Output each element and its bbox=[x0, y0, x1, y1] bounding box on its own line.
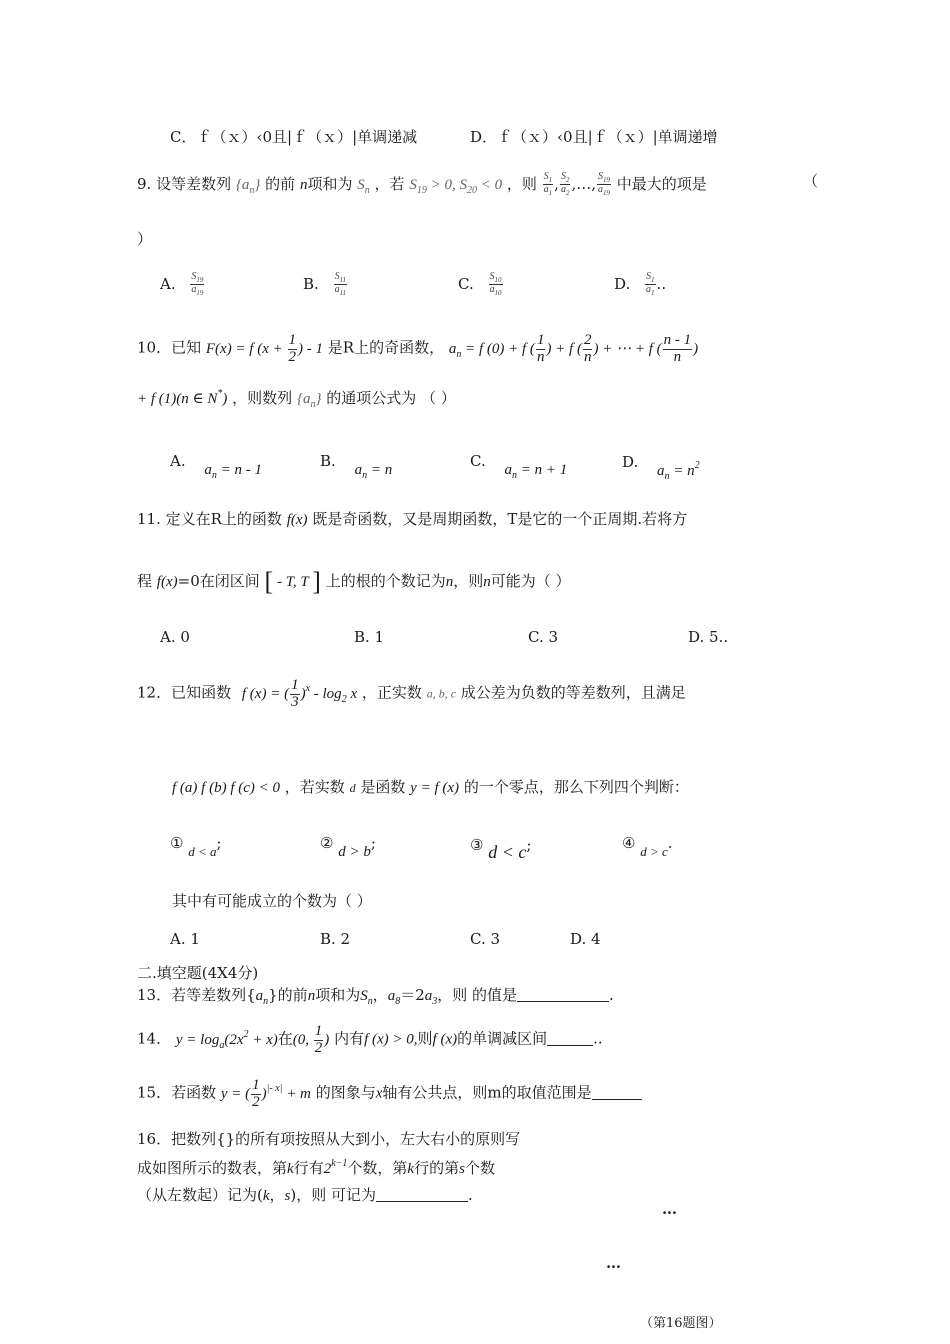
q11-option-d: D. 5.. bbox=[688, 628, 729, 646]
q12-line2-post: 的一个零点，那么下列四个判断： bbox=[463, 778, 689, 796]
q11-line2-end2: 可能为（ ） bbox=[490, 572, 571, 590]
q9-paren-open: （ bbox=[803, 172, 819, 190]
q11-line1-pre: 11. 定义在R上的函数 bbox=[137, 510, 282, 528]
q14-answer-blank[interactable] bbox=[547, 1031, 593, 1046]
q10-option-c: C. $a_n = n + 1$ bbox=[470, 452, 568, 481]
q13-e: ＝2 bbox=[400, 986, 425, 1004]
q13-a: 13．若等差数列{ bbox=[137, 986, 256, 1004]
q12-option-b: B. 2 bbox=[320, 930, 351, 948]
q9-option-a-label: A. bbox=[160, 274, 176, 293]
q9-option-c-label: C. bbox=[458, 274, 474, 293]
section-heading: 二.填空题(4X4分) bbox=[137, 964, 259, 982]
q13-end: . bbox=[609, 986, 614, 1004]
q16-l2d: 行的第 bbox=[414, 1159, 460, 1177]
q13-f: ，则 的值是 bbox=[437, 986, 518, 1004]
q11-line2-end: ，则 bbox=[453, 572, 484, 590]
q9-option-d-label: D. bbox=[614, 274, 631, 293]
q16-l2b: 行有 bbox=[293, 1159, 324, 1177]
q12-ask: 其中有可能成立的个数为（ ） bbox=[172, 892, 372, 910]
q14-mid3: 则 bbox=[417, 1029, 433, 1048]
q10-option-b-label: B. bbox=[320, 452, 336, 470]
q14-mid2: 内有 bbox=[334, 1029, 365, 1048]
q11-line1-post: 既是奇函数，又是周期函数，T是它的一个正周期.若将方 bbox=[312, 510, 688, 528]
q8-option-d: D．ｆ（ｘ）‹0且|ｆ（ｘ）|单调递增 bbox=[470, 128, 718, 146]
q11-line2: 程 f(x)=0在闭区间 [ - T, T ] 上的根的个数记为n，则n可能为（ ） bbox=[137, 567, 571, 596]
q13-c: 项和为 bbox=[315, 986, 361, 1004]
q16-end: . bbox=[468, 1186, 473, 1204]
q12-judge-2: ② d > b; bbox=[320, 834, 376, 860]
q15-num: 15．若函数 bbox=[137, 1083, 217, 1102]
q11-option-b: B. 1 bbox=[354, 628, 385, 646]
q10-stem-mid: 是R上的奇函数， bbox=[327, 338, 445, 357]
q13: 13．若等差数列$\{a_n\}$的前n项和为$S_n$，$a_8=2a_3$，则 的值是 . bbox=[137, 986, 614, 1007]
q16-l3b: )，则 可记为 bbox=[290, 1186, 377, 1204]
q10-option-b: B. $a_n = n$ bbox=[320, 452, 393, 481]
q8-option-c: C．ｆ（ｘ）‹0且|ｆ（ｘ）|单调递减 bbox=[170, 128, 418, 146]
q9-stem-mid2: 项和为 bbox=[307, 174, 353, 193]
q9-seq: $\{a_n\}$ bbox=[235, 176, 261, 196]
q12-option-a: A. 1 bbox=[170, 930, 200, 948]
figure-ellipsis-2: … bbox=[606, 1254, 621, 1272]
q12-judge-1-marker: ① bbox=[170, 834, 184, 852]
q10-line2-mid: ，则数列 bbox=[232, 389, 293, 407]
q11-option-a: A. 0 bbox=[160, 628, 190, 646]
q9-paren-close: ） bbox=[137, 230, 153, 248]
q12-formula: f (x) = ( $\frac{1}{3}$ )$^x - \log_2 x$ bbox=[241, 677, 358, 710]
q16-l3a: （从左数起）记为( bbox=[137, 1186, 263, 1204]
q9-option-d: D. $\frac{S_1}{a_1}$ .. bbox=[614, 271, 667, 298]
q10-stem bbox=[137, 333, 698, 366]
q10-option-d: D. $a_n = n^2$ bbox=[622, 453, 700, 482]
q10-num: 10．已知 bbox=[137, 338, 202, 357]
q11-option-c: C. 3 bbox=[528, 628, 559, 646]
q10-paren: （ ） bbox=[421, 389, 456, 407]
q15: 15．若函数 y = ( $\frac{1}{2}$ )$^{|- x|}$ + m 的图象与x轴有公共点，则m的取值范围是 bbox=[137, 1078, 642, 1111]
q10-formula-f: F(x) = f (x + $\frac{1}{2}$ ) - 1 bbox=[205, 332, 323, 365]
q12-judge-2-marker: ② bbox=[320, 834, 334, 852]
q9-stem-post: 中最大的项是 bbox=[616, 174, 707, 193]
q12-stem-mid: ，正实数 bbox=[361, 683, 422, 702]
q12-judge-1: ① d < a; bbox=[170, 834, 222, 859]
q10-formula-an: $a_n = f$ (0) + f ( $\frac{1}{n}$ ) + f ( $\frac{2}{n}$ ) + ⋯ + f ( $\frac{n - 1}{n}$ ) bbox=[448, 332, 699, 365]
q10-formula-tail: + f (1)(n ∈ N*) bbox=[137, 388, 228, 407]
q13-b: }的前 bbox=[268, 986, 308, 1004]
q9-stem-pre: 9. 设等差数列 bbox=[137, 174, 232, 193]
q12-judge-4-marker: ④ bbox=[622, 834, 636, 852]
q12-stem: 12．已知函数 f (x) = ( $\frac{1}{3}$ )$^x - \log_2 x$ ，正实数 a, b, c 成公差为负数的等差数列，且满足 bbox=[137, 677, 686, 710]
q9-option-b-label: B. bbox=[303, 274, 319, 293]
q9-stem-mid4: ，则 bbox=[506, 174, 537, 193]
q11-line2-mid: =0在闭区间 bbox=[177, 572, 260, 590]
q11-line1: 11. 定义在R上的函数 f(x) 既是奇函数，又是周期函数，T是它的一个正周期.若将方 bbox=[137, 510, 688, 528]
q9-stem-mid1: 的前 bbox=[265, 174, 296, 193]
q11-option-d-label: D. 5 bbox=[688, 628, 719, 646]
figure-caption: （第16题图） bbox=[640, 1316, 722, 1331]
q10-line2: + f (1)(n ∈ N*) ，则数列 $\{a_n\}$ 的通项公式为 （ ） bbox=[137, 388, 456, 410]
figure-ellipsis-1: … bbox=[662, 1200, 677, 1218]
q16-answer-blank[interactable] bbox=[376, 1187, 468, 1202]
q10-option-c-label: C. bbox=[470, 452, 486, 470]
q16-l2c: 个数，第 bbox=[347, 1159, 408, 1177]
q16-l2a: 成如图所示的数表，第 bbox=[137, 1159, 288, 1177]
q12-line2-mid2: 是函数 bbox=[360, 778, 406, 796]
q12-judge-4: ④ d > c. bbox=[622, 834, 673, 859]
q14-num: 14． bbox=[137, 1029, 172, 1048]
q12-stem-post: 成公差为负数的等差数列，且满足 bbox=[460, 683, 686, 702]
q10-option-a: A. $a_n = n - 1$ bbox=[170, 452, 263, 481]
q9-stem: 9. 设等差数列 $\{a_n\}$ 的前 n项和为 $S_n$ ，若 $S_{19} > 0$, $S_{20} < 0$ ，则 $\frac{S_1}{a_1}$ , $\frac{S_2}{a_2}$ ,…, $\frac{S_{19}}{a_{19}}$ 中最大的项是 bbox=[137, 171, 707, 198]
q16-line2: 成如图所示的数表，第k行有$2^{k-1}$个数，第k行的第s个数 bbox=[137, 1158, 495, 1177]
q12-line2: f (a) f (b) f (c) < 0 ，若实数 d 是函数 y = f (x) 的一个零点，那么下列四个判断： bbox=[172, 778, 689, 796]
q16-l2e: 个数 bbox=[464, 1159, 495, 1177]
q13-d: ， bbox=[372, 986, 388, 1004]
q10-line2-post: 的通项公式为 bbox=[326, 389, 417, 407]
q12-option-d: D. 4 bbox=[570, 930, 601, 948]
q15-answer-blank[interactable] bbox=[592, 1085, 642, 1100]
q9-condition: $S_{19} > 0$, $S_{20} < 0$ bbox=[409, 176, 503, 196]
q16-line1: 16．把数列{}的所有项按照从大到小，左大右小的原则写 bbox=[137, 1130, 521, 1148]
q9-option-a: A. $\frac{S_{19}}{a_{19}}$ bbox=[160, 271, 204, 298]
q16-line3: （从左数起）记为(k，s)，则 可记为 . bbox=[137, 1186, 473, 1204]
q12-line2-mid: ，若实数 bbox=[284, 778, 345, 796]
q13-answer-blank[interactable] bbox=[517, 987, 609, 1002]
q9-option-b: B. $\frac{S_{11}}{a_{11}}$ bbox=[303, 271, 347, 298]
q15-post2: 轴有公共点，则m的取值范围是 bbox=[382, 1083, 592, 1102]
q9-option-c: C. $\frac{S_{10}}{a_{10}}$ bbox=[458, 271, 502, 298]
q10-option-d-label: D. bbox=[622, 453, 639, 471]
q12-option-c: C. 3 bbox=[470, 930, 501, 948]
q14: 14． $y = \log_a(2x^2 + x)$在(0, $\frac{1}{2}$ ) 内有f (x) > 0,则f (x)的单调减区间 .. bbox=[137, 1023, 603, 1056]
q12-num: 12．已知函数 bbox=[137, 683, 232, 702]
q15-post: 的图象与 bbox=[315, 1083, 376, 1102]
q9-stem-mid3: ，若 bbox=[374, 174, 405, 193]
q12-judge-3: ③ d < c; bbox=[470, 836, 532, 862]
q14-post: 的单调减区间 bbox=[457, 1029, 548, 1048]
q10-option-a-label: A. bbox=[170, 452, 186, 470]
q14-mid1: 在 bbox=[277, 1029, 293, 1048]
q12-judge-3-marker: ③ bbox=[470, 836, 484, 854]
q11-line2-post: 上的根的个数记为 bbox=[325, 572, 446, 590]
q11-line2-pre: 程 bbox=[137, 572, 153, 590]
